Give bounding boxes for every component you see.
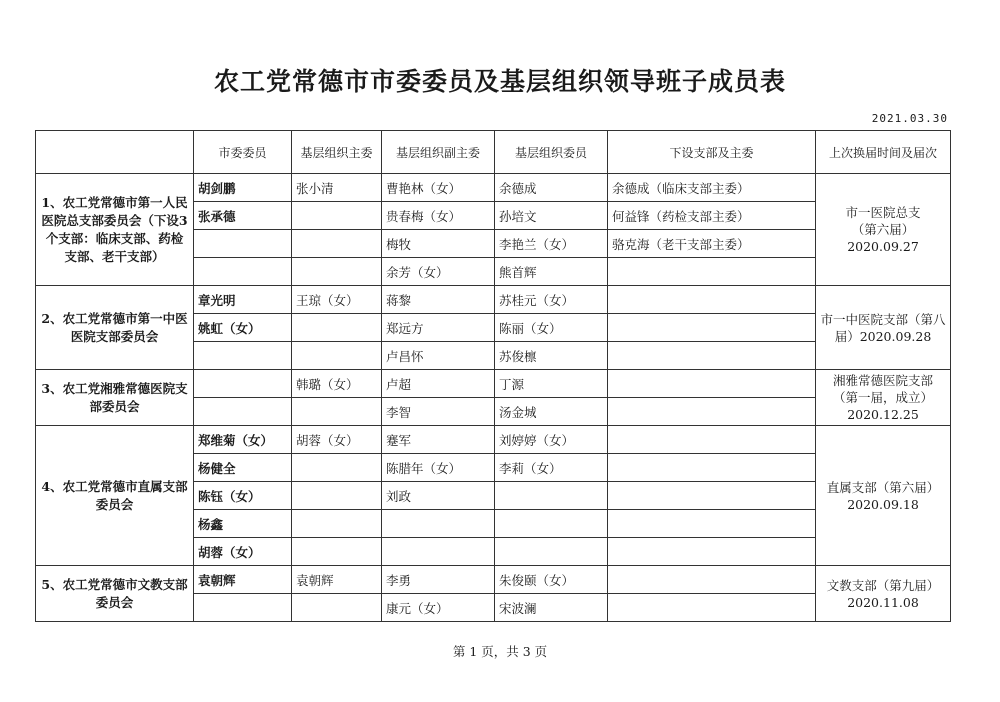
member-cell: 袁朝辉 <box>194 566 292 594</box>
term-line: 2020.11.08 <box>847 594 919 610</box>
term-line: 2020.09.27 <box>847 239 919 254</box>
term-line: 2020.12.25 <box>847 407 919 422</box>
member-cell: 陈钰（女） <box>194 482 292 510</box>
branch-cell <box>608 286 816 314</box>
committee-cell: 朱俊颐（女） <box>495 566 608 594</box>
chair-cell: 袁朝辉 <box>292 566 382 594</box>
document-date: 2021.03.30 <box>871 112 948 125</box>
term-line: 直属支部（第六届） <box>826 479 940 495</box>
committee-cell: 宋波澜 <box>495 594 608 622</box>
member-cell <box>194 594 292 622</box>
header-cell-committee: 基层组织委员 <box>495 131 608 174</box>
header-cell-org <box>36 131 194 174</box>
vice-chair-cell <box>382 510 495 538</box>
branch-cell <box>608 566 816 594</box>
term-line: 2020.09.18 <box>847 496 919 512</box>
vice-chair-cell: 余芳（女） <box>382 258 495 286</box>
member-cell <box>194 370 292 398</box>
document-title: 农工党常德市市委委员及基层组织领导班子成员表 <box>213 67 786 96</box>
vice-chair-cell <box>382 538 495 566</box>
committee-cell: 熊首辉 <box>495 258 608 286</box>
member-cell: 章光明 <box>194 286 292 314</box>
chair-cell <box>292 454 382 482</box>
committee-cell <box>495 482 608 510</box>
chair-cell <box>292 594 382 622</box>
committee-cell: 苏俊檩 <box>495 342 608 370</box>
term-cell <box>816 286 951 370</box>
member-cell: 胡蓉（女） <box>194 538 292 566</box>
branch-cell <box>608 426 816 454</box>
term-line: 市一中医院支部（第八届）2020.09.28 <box>820 311 946 344</box>
member-cell: 胡剑鹏 <box>194 174 292 202</box>
vice-chair-cell: 李勇 <box>382 566 495 594</box>
member-cell: 张承德 <box>194 202 292 230</box>
term-line: （第一届，成立） <box>832 390 933 405</box>
branch-cell <box>608 510 816 538</box>
term-line: 市一医院总支 <box>845 205 921 220</box>
chair-cell: 韩璐（女） <box>292 370 382 398</box>
branch-cell <box>608 594 816 622</box>
member-cell <box>194 398 292 426</box>
vice-chair-cell: 郑远方 <box>382 314 495 342</box>
chair-cell <box>292 314 382 342</box>
branch-cell <box>608 370 816 398</box>
table-row <box>36 174 951 202</box>
branch-cell: 余德成（临床支部主委） <box>608 174 816 202</box>
header-cell-member: 市委委员 <box>194 131 292 174</box>
chair-cell <box>292 230 382 258</box>
chair-cell <box>292 482 382 510</box>
header-cell-branch: 下设支部及主委 <box>608 131 816 174</box>
committee-cell: 汤金城 <box>495 398 608 426</box>
vice-chair-cell: 曹艳林（女） <box>382 174 495 202</box>
branch-cell: 骆克海（老干支部主委） <box>608 230 816 258</box>
vice-chair-cell: 刘政 <box>382 482 495 510</box>
member-cell: 杨鑫 <box>194 510 292 538</box>
org-name-cell: 4、农工党常德市直属支部委员会 <box>36 426 194 566</box>
branch-cell <box>608 398 816 426</box>
org-name-cell: 1、农工党常德市第一人民医院总支部委员会（下设3个支部：临床支部、药检支部、老干支部） <box>36 174 194 286</box>
committee-cell <box>495 510 608 538</box>
committee-cell: 李艳兰（女） <box>495 230 608 258</box>
vice-chair-cell: 蒋黎 <box>382 286 495 314</box>
org-name-cell: 2、农工党常德市第一中医医院支部委员会 <box>36 286 194 370</box>
chair-cell <box>292 398 382 426</box>
vice-chair-cell: 梅牧 <box>382 230 495 258</box>
chair-cell <box>292 538 382 566</box>
header-cell-chair: 基层组织主委 <box>292 131 382 174</box>
chair-cell <box>292 202 382 230</box>
roster-table <box>35 130 951 622</box>
branch-cell <box>608 454 816 482</box>
chair-cell <box>292 258 382 286</box>
header-row <box>36 131 951 174</box>
vice-chair-cell: 卢昌怀 <box>382 342 495 370</box>
member-cell: 郑维菊（女） <box>194 426 292 454</box>
table-row <box>36 426 951 454</box>
term-cell <box>816 566 951 622</box>
committee-cell: 孙培文 <box>495 202 608 230</box>
chair-cell: 张小清 <box>292 174 382 202</box>
committee-cell: 刘婷婷（女） <box>495 426 608 454</box>
header-cell-term: 上次换届时间及届次 <box>816 131 951 174</box>
vice-chair-cell: 卢超 <box>382 370 495 398</box>
vice-chair-cell: 蹇军 <box>382 426 495 454</box>
table-row <box>36 286 951 314</box>
branch-cell <box>608 538 816 566</box>
vice-chair-cell: 陈腊年（女） <box>382 454 495 482</box>
vice-chair-cell: 贵春梅（女） <box>382 202 495 230</box>
term-cell <box>816 174 951 286</box>
page-footer: 第 1 页，共 3 页 <box>452 644 548 659</box>
member-cell <box>194 258 292 286</box>
branch-cell <box>608 482 816 510</box>
term-cell <box>816 426 951 566</box>
branch-cell <box>608 314 816 342</box>
member-cell: 姚虹（女） <box>194 314 292 342</box>
committee-cell <box>495 538 608 566</box>
committee-cell: 余德成 <box>495 174 608 202</box>
vice-chair-cell: 康元（女） <box>382 594 495 622</box>
header-cell-vice-chair: 基层组织副主委 <box>382 131 495 174</box>
member-cell <box>194 342 292 370</box>
term-line: 文教支部（第九届） <box>826 577 940 593</box>
org-name-cell: 3、农工党湘雅常德医院支部委员会 <box>36 370 194 426</box>
table-row <box>36 566 951 594</box>
committee-cell: 丁源 <box>495 370 608 398</box>
committee-cell: 陈丽（女） <box>495 314 608 342</box>
member-cell: 杨健全 <box>194 454 292 482</box>
term-cell <box>816 370 951 426</box>
chair-cell: 胡蓉（女） <box>292 426 382 454</box>
vice-chair-cell: 李智 <box>382 398 495 426</box>
committee-cell: 李莉（女） <box>495 454 608 482</box>
committee-cell: 苏桂元（女） <box>495 286 608 314</box>
table-row <box>36 370 951 398</box>
chair-cell: 王琼（女） <box>292 286 382 314</box>
chair-cell <box>292 510 382 538</box>
term-line: （第六届） <box>851 222 915 237</box>
org-name-cell: 5、农工党常德市文教支部委员会 <box>36 566 194 622</box>
term-line: 湘雅常德医院支部 <box>832 373 933 388</box>
branch-cell <box>608 342 816 370</box>
member-cell <box>194 230 292 258</box>
chair-cell <box>292 342 382 370</box>
branch-cell: 何益锋（药检支部主委） <box>608 202 816 230</box>
branch-cell <box>608 258 816 286</box>
